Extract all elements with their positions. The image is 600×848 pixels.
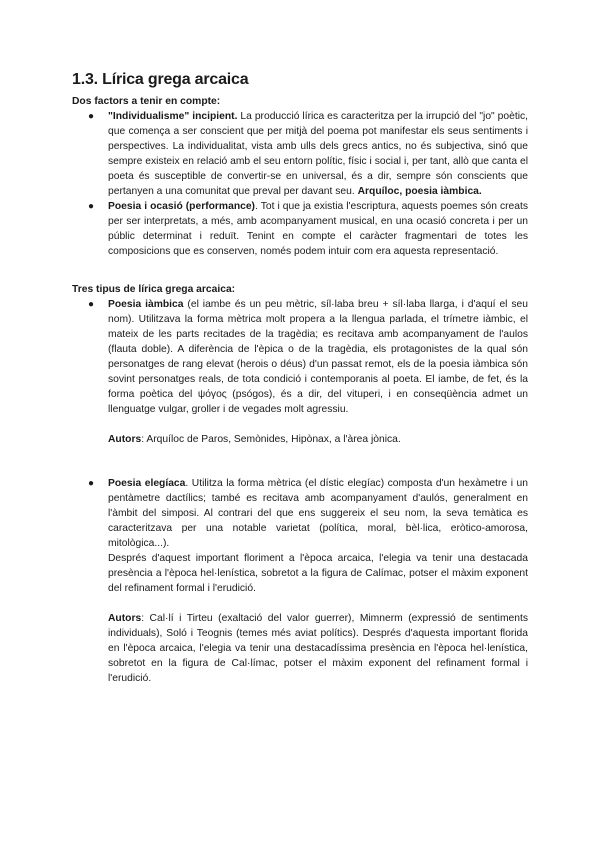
- authors-text: : Cal·lí i Tirteu (exaltació del valor guerrer), Mimnerm (expressió de sentiments individuals), Soló i Teognis (temes més aviat polítics). Després d'aquesta important florida en l'època arcaica, l'elegia va tenir una destacadíssima presència en l'època hel·lenística, sobretot en la figura de Cal·límac, potser el màxim exponent del refinament formal i l'erudició.: [108, 613, 528, 684]
- item-bold: Poesia iàmbica: [108, 299, 184, 310]
- list-item: [72, 476, 528, 686]
- bullet-icon: ●: [88, 111, 95, 122]
- item-text: (el iambe és un peu mètric, síl·laba breu + síl·laba llarga, i d'aquí el seu nom). Utilitzava la forma mètrica molt propera a la llengua parlada, el trímetre iàmbic, el mateix de les parts recitades de la tragèdia; es recitava amb acompanyament de l'aulos (flauta doble). A diferència de l'èpica o de la tragèdia, els protagonistes de la qual són personatges de rang elevat (herois o déus) d'un passat remot, els de la poesia iàmbica són sovint personatges reals, de tota condició i contemporanis al poeta. El iambe, de fet, és la forma poètica del ψόγος (psógos), és a dir, del vituperi, i en conseqüència admet un llenguatge vulgar, groller i de vegades molt agressiu.: [108, 299, 528, 415]
- list-item: [72, 199, 528, 259]
- section1-heading: Dos factors a tenir en compte:: [72, 96, 221, 107]
- item-text: . Utilitza la forma mètrica (el dístic elegíac) composta d'un hexàmetre i un pentàmetre dactílics; també es recitava amb acompanyament d'aulós, generalment en l'àmbit del simposi. Al contrari del que ens suggereix el seu nom, la seva temàtica es caracteritzava per una notable varietat (política, moral, bèl·lica, eròtico-amorosa, mitològica...).: [108, 478, 528, 549]
- item-bold: Poesia i ocasió (performance): [108, 201, 255, 212]
- authors-text: : Arquíloc de Paros, Semònides, Hipònax, a l'àrea jònica.: [141, 434, 401, 445]
- spacer: [72, 259, 528, 273]
- bullet-icon: ●: [88, 299, 95, 310]
- section2-list: [72, 297, 528, 686]
- item-text: . Tot i que ja existia l'escriptura, aquests poemes són creats per ser interpretats, a més, amb acompanyament musical, en una ocasió concreta i per un públic determinat i reduït. Tenint en compte el caràcter fragmentari de totes les composicions que es conserven, només podem intuir com era aquesta representació.: [108, 201, 528, 257]
- authors-label: Autors: [108, 613, 142, 624]
- item-text: La producció lírica es caracteritza per la irrupció del "jo" poètic, que comença a ser conscient que per mitjà del poema pot manifestar els seus sentiments i perspectives. La individualitat, vista amb ulls dels grecs antics, no és subjectiva, sinó que sempre existeix en relació amb el seu entorn polític, físic i social i, per tant, allò que canta el poeta és susceptible de convertir-se en universal, és a dir, sempre són conscients que pertanyen a una comunitat que preval per davant seu.: [108, 111, 528, 197]
- list-item: [72, 297, 528, 447]
- section-title: 1.3. Lírica grega arcaica: [72, 71, 249, 88]
- document-content: [72, 70, 528, 686]
- authors-line: [108, 611, 528, 686]
- authors-line: [108, 432, 528, 447]
- section2-heading: Tres tipus de lírica grega arcaica:: [72, 284, 236, 295]
- bullet-icon: ●: [88, 478, 95, 489]
- spacer: [72, 273, 528, 282]
- authors-label: Autors: [108, 434, 142, 445]
- item-bold: "Individualisme" incipient.: [108, 111, 238, 122]
- section1-list: [72, 109, 528, 259]
- bullet-icon: ●: [88, 201, 95, 212]
- list-item: [72, 109, 528, 199]
- item-text-continued: Després d'aquest important floriment a l'època arcaica, l'elegia va tenir una destacada presència a l'època hel·lenística, sobretot a la figura de Calímac, potser el màxim exponent del refinament formal i l'erudició.: [108, 553, 528, 594]
- item-bold: Poesia elegíaca: [108, 478, 186, 489]
- item-bold-end: Arquíloc, poesia iàmbica.: [357, 186, 482, 197]
